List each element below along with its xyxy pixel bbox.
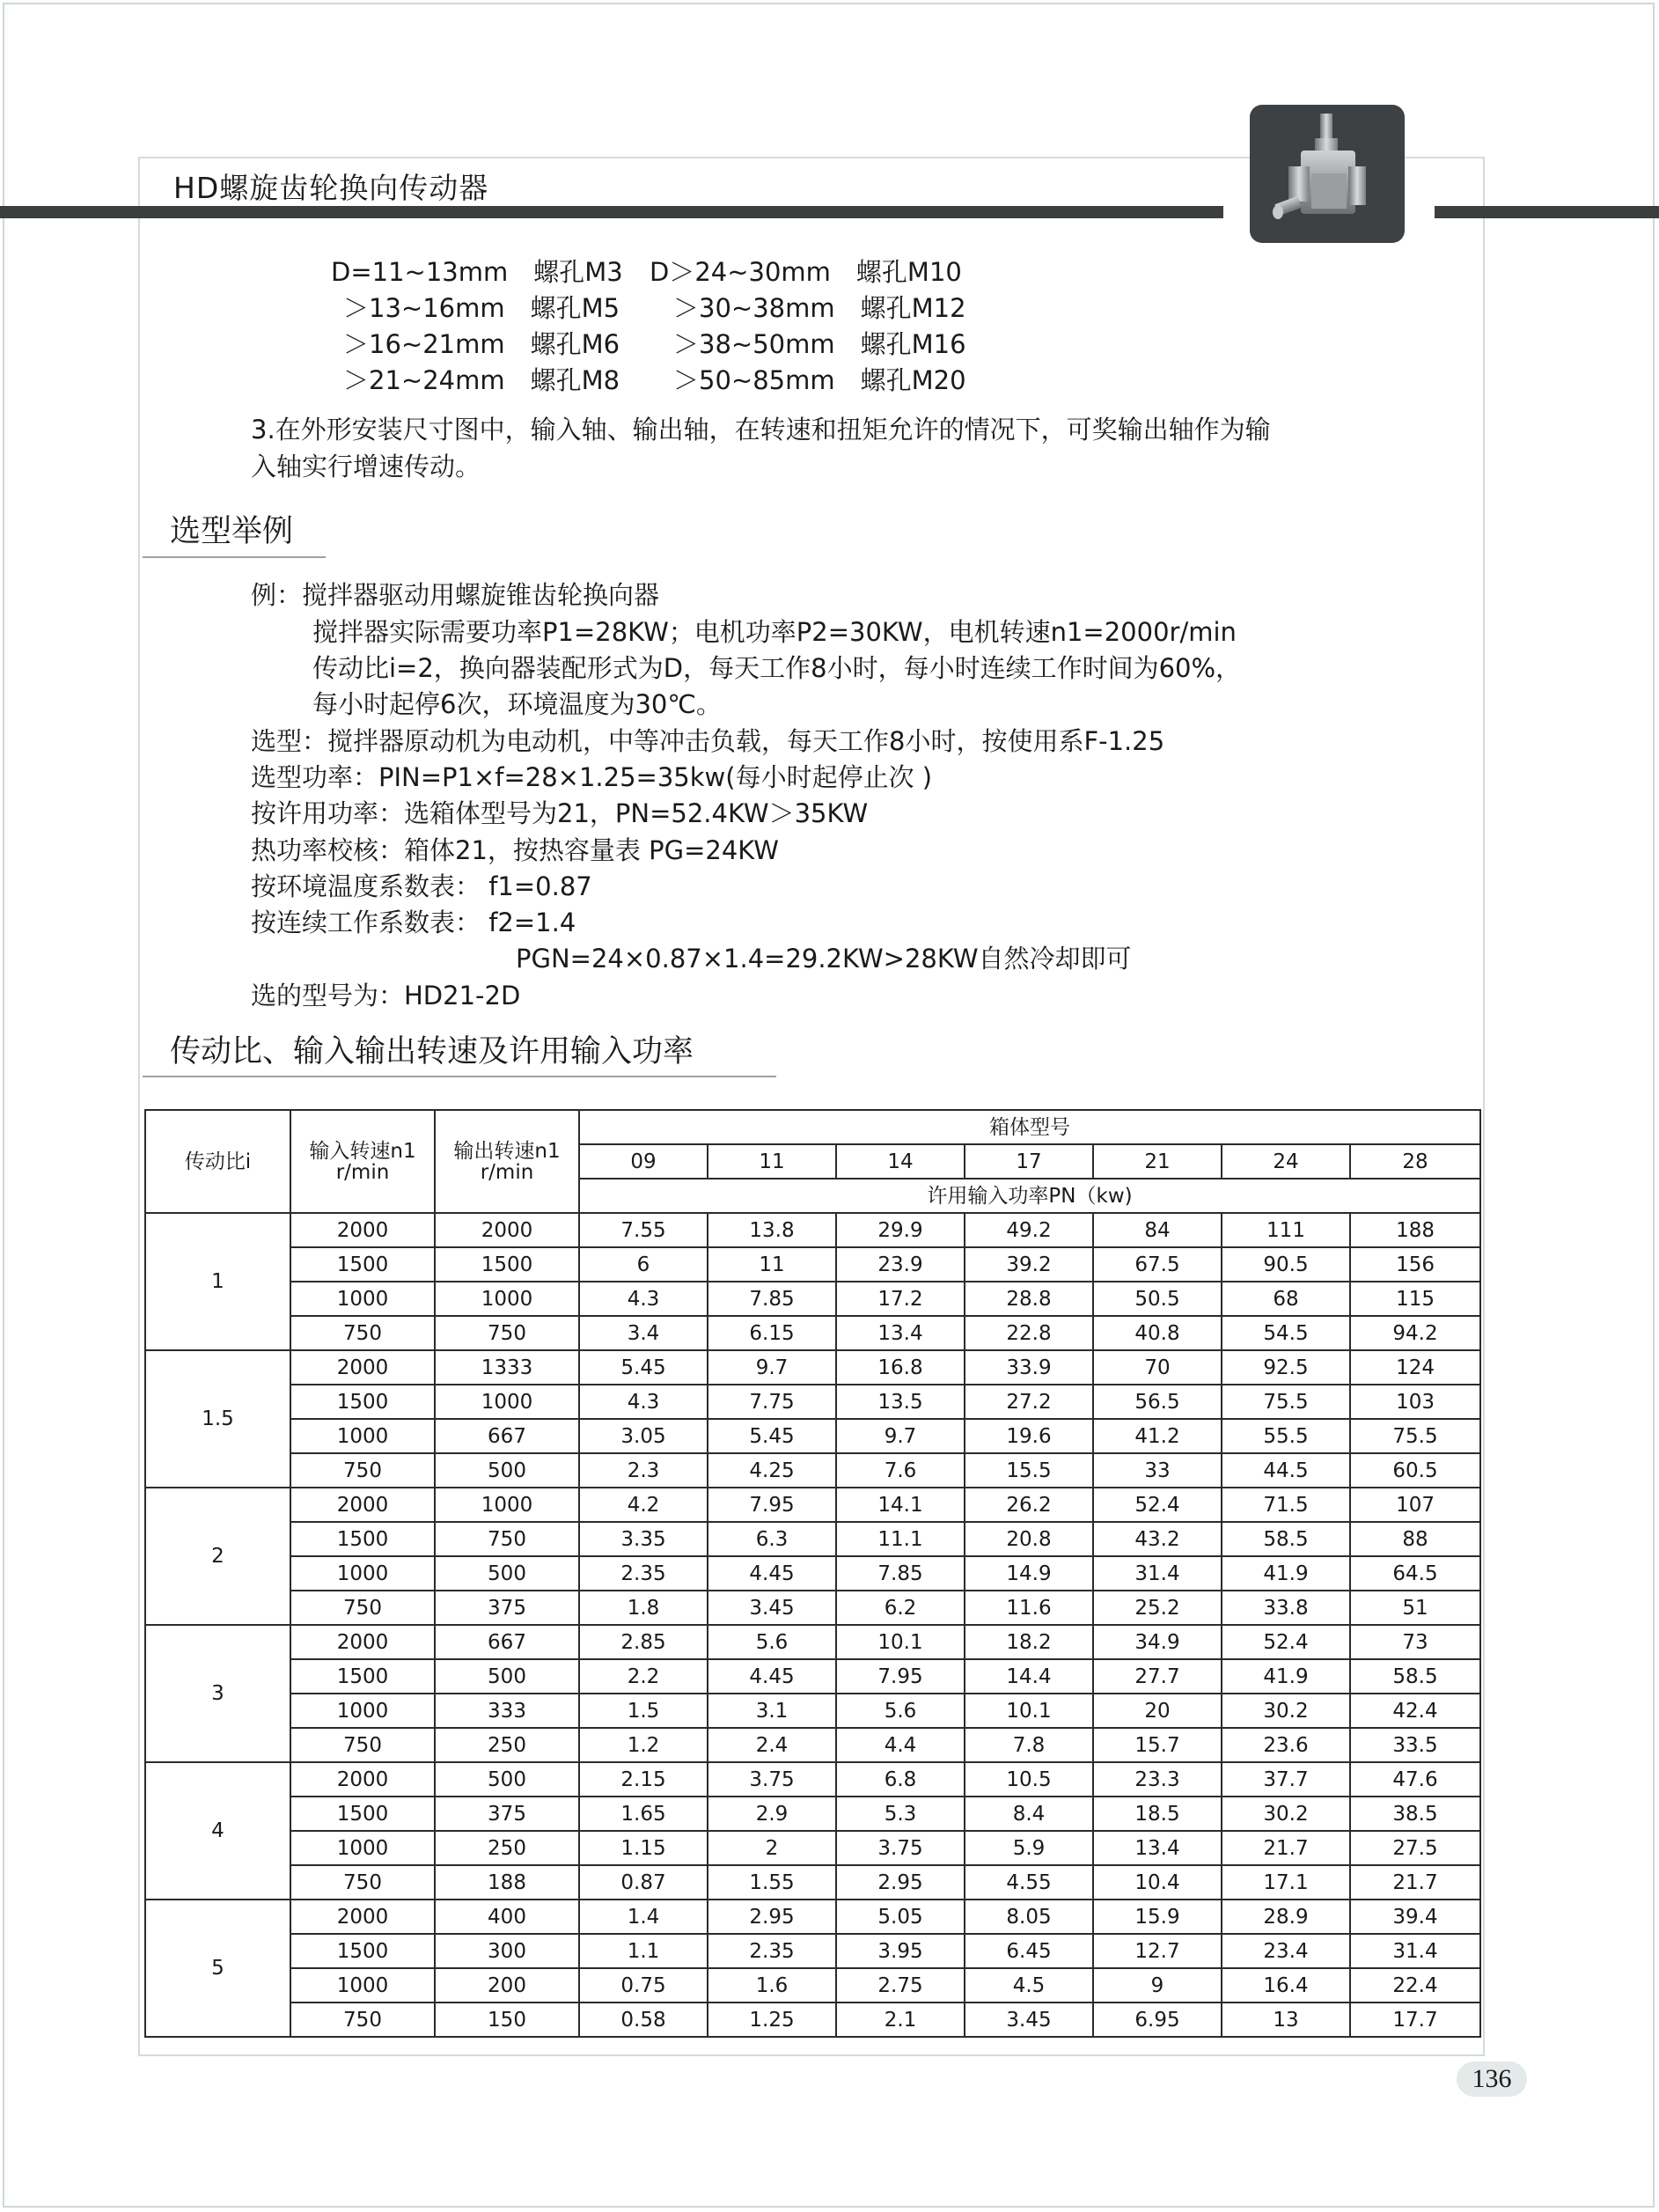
table-row: [145, 1316, 1480, 1350]
output-speed-cell: 500: [435, 1453, 579, 1488]
header-model-cell: 21: [1093, 1144, 1222, 1179]
input-speed-cell: 1000: [290, 1968, 435, 2003]
example-line: 搅拌器实际需要功率P1=28KW；电机功率P2=30KW，电机转速n1=2000r/min: [312, 617, 1237, 647]
power-cell: 6.95: [1093, 2003, 1222, 2037]
input-speed-cell: 1500: [290, 1247, 435, 1282]
spec-line-right: ＞50~85mm 螺孔M20: [673, 365, 966, 395]
power-cell: 3.1: [708, 1694, 836, 1728]
power-cell: 1.25: [708, 2003, 836, 2037]
power-cell: 5.6: [708, 1625, 836, 1659]
table-row: [145, 1522, 1480, 1556]
power-cell: 41.9: [1222, 1659, 1350, 1694]
power-cell: 30.2: [1222, 1694, 1350, 1728]
power-cell: 15.5: [965, 1453, 1093, 1488]
spec-line-right: D＞24~30mm 螺孔M10: [650, 257, 962, 287]
power-cell: 23.9: [836, 1247, 965, 1282]
output-speed-cell: 188: [435, 1865, 579, 1900]
power-cell: 1.15: [579, 1831, 708, 1865]
power-cell: 7.95: [708, 1488, 836, 1522]
ratio-cell: 3: [145, 1625, 290, 1762]
power-cell: 25.2: [1093, 1591, 1222, 1625]
table-row: [145, 1659, 1480, 1694]
input-speed-cell: 2000: [290, 1488, 435, 1522]
header-ratio: 传动比i: [145, 1110, 290, 1213]
example-line: 选的型号为：HD21-2D: [251, 981, 521, 1010]
power-cell: 2.3: [579, 1453, 708, 1488]
table-row: [145, 1453, 1480, 1488]
output-speed-cell: 250: [435, 1728, 579, 1762]
power-cell: 73: [1350, 1625, 1480, 1659]
section-underline: [143, 1076, 776, 1077]
power-cell: 9: [1093, 1968, 1222, 2003]
power-cell: 5.3: [836, 1797, 965, 1831]
power-cell: 7.85: [836, 1556, 965, 1591]
example-line: 按连续工作系数表： f2=1.4: [251, 908, 576, 937]
power-cell: 4.3: [579, 1282, 708, 1316]
header-input-speed: 输入转速n1 r/min: [290, 1110, 435, 1213]
output-speed-cell: 400: [435, 1900, 579, 1934]
example-line: PGN=24×0.87×1.4=29.2KW>28KW自然冷却即可: [516, 944, 1132, 974]
power-cell: 20.8: [965, 1522, 1093, 1556]
power-cell: 103: [1350, 1385, 1480, 1419]
power-cell: 41.9: [1222, 1556, 1350, 1591]
input-speed-cell: 2000: [290, 1213, 435, 1247]
power-cell: 3.95: [836, 1934, 965, 1968]
output-speed-cell: 1500: [435, 1247, 579, 1282]
power-cell: 18.5: [1093, 1797, 1222, 1831]
power-cell: 33.9: [965, 1350, 1093, 1385]
output-speed-cell: 500: [435, 1659, 579, 1694]
note-line: 3.在外形安装尺寸图中，输入轴、输出轴，在转速和扭矩允许的情况下，可奖输出轴作为输: [251, 415, 1271, 445]
table-row: [145, 1694, 1480, 1728]
power-cell: 6.45: [965, 1934, 1093, 1968]
output-speed-cell: 1000: [435, 1385, 579, 1419]
power-cell: 19.6: [965, 1419, 1093, 1453]
input-speed-cell: 1500: [290, 1385, 435, 1419]
power-cell: 52.4: [1222, 1625, 1350, 1659]
table-row: [145, 1385, 1480, 1419]
power-cell: 49.2: [965, 1213, 1093, 1247]
table-row: [145, 1762, 1480, 1797]
input-speed-cell: 750: [290, 1865, 435, 1900]
power-cell: 107: [1350, 1488, 1480, 1522]
power-cell: 11.1: [836, 1522, 965, 1556]
spec-line-left: ＞16~21mm 螺孔M6: [343, 329, 620, 359]
power-cell: 1.55: [708, 1865, 836, 1900]
power-cell: 10.4: [1093, 1865, 1222, 1900]
input-speed-cell: 750: [290, 1591, 435, 1625]
table-row: [145, 1591, 1480, 1625]
ratio-cell: 1: [145, 1213, 290, 1350]
power-cell: 33: [1093, 1453, 1222, 1488]
power-cell: 7.8: [965, 1728, 1093, 1762]
power-cell: 12.7: [1093, 1934, 1222, 1968]
power-cell: 7.55: [579, 1213, 708, 1247]
ratio-cell: 4: [145, 1762, 290, 1900]
output-speed-cell: 1000: [435, 1488, 579, 1522]
output-speed-cell: 200: [435, 1968, 579, 2003]
power-cell: 6.3: [708, 1522, 836, 1556]
table-row: [145, 1556, 1480, 1591]
power-cell: 2.35: [708, 1934, 836, 1968]
power-cell: 1.2: [579, 1728, 708, 1762]
output-speed-cell: 667: [435, 1419, 579, 1453]
output-speed-cell: 2000: [435, 1213, 579, 1247]
power-cell: 54.5: [1222, 1316, 1350, 1350]
input-speed-cell: 750: [290, 1453, 435, 1488]
power-cell: 2.85: [579, 1625, 708, 1659]
power-cell: 7.75: [708, 1385, 836, 1419]
input-speed-cell: 750: [290, 1316, 435, 1350]
power-cell: 6: [579, 1247, 708, 1282]
table-row: [145, 1350, 1480, 1385]
table-row: [145, 1247, 1480, 1282]
power-cell: 16.8: [836, 1350, 965, 1385]
power-cell: 43.2: [1093, 1522, 1222, 1556]
power-cell: 5.45: [708, 1419, 836, 1453]
header-allowed-power: 许用输入功率PN（kw): [579, 1179, 1480, 1213]
power-cell: 27.2: [965, 1385, 1093, 1419]
table-row: [145, 1625, 1480, 1659]
example-line: 传动比i=2，换向器装配形式为D，每天工作8小时，每小时连续工作时间为60%，: [312, 653, 1242, 683]
power-cell: 14.9: [965, 1556, 1093, 1591]
table-row: [145, 1488, 1480, 1522]
input-speed-cell: 2000: [290, 1900, 435, 1934]
power-cell: 11.6: [965, 1591, 1093, 1625]
power-cell: 10.1: [965, 1694, 1093, 1728]
input-speed-cell: 1000: [290, 1556, 435, 1591]
output-speed-cell: 375: [435, 1797, 579, 1831]
power-cell: 23.3: [1093, 1762, 1222, 1797]
table-row: [145, 2003, 1480, 2037]
power-cell: 17.7: [1350, 2003, 1480, 2037]
power-cell: 17.1: [1222, 1865, 1350, 1900]
power-cell: 21.7: [1350, 1865, 1480, 1900]
power-cell: 1.8: [579, 1591, 708, 1625]
power-cell: 18.2: [965, 1625, 1093, 1659]
header-bar-right: [1435, 206, 1659, 218]
power-cell: 90.5: [1222, 1247, 1350, 1282]
section-underline: [143, 556, 326, 558]
power-cell: 38.5: [1350, 1797, 1480, 1831]
power-cell: 0.58: [579, 2003, 708, 2037]
output-speed-cell: 1000: [435, 1282, 579, 1316]
example-line: 按许用功率：选箱体型号为21，PN=52.4KW＞35KW: [251, 798, 869, 828]
power-cell: 2.35: [579, 1556, 708, 1591]
power-cell: 31.4: [1093, 1556, 1222, 1591]
power-cell: 94.2: [1350, 1316, 1480, 1350]
power-cell: 1.65: [579, 1797, 708, 1831]
power-cell: 1.1: [579, 1934, 708, 1968]
power-cell: 52.4: [1093, 1488, 1222, 1522]
power-cell: 2.9: [708, 1797, 836, 1831]
example-line: 例：搅拌器驱动用螺旋锥齿轮换向器: [251, 580, 660, 610]
input-speed-cell: 750: [290, 2003, 435, 2037]
power-cell: 3.45: [965, 2003, 1093, 2037]
power-cell: 4.4: [836, 1728, 965, 1762]
section-title: 传动比、输入输出转速及许用输入功率: [170, 1034, 694, 1069]
power-cell: 71.5: [1222, 1488, 1350, 1522]
output-speed-cell: 750: [435, 1522, 579, 1556]
ratio-cell: 1.5: [145, 1350, 290, 1488]
power-cell: 75.5: [1222, 1385, 1350, 1419]
power-cell: 41.2: [1093, 1419, 1222, 1453]
power-cell: 13.4: [836, 1316, 965, 1350]
power-cell: 14.4: [965, 1659, 1093, 1694]
power-cell: 29.9: [836, 1213, 965, 1247]
power-cell: 1.5: [579, 1694, 708, 1728]
power-cell: 64.5: [1350, 1556, 1480, 1591]
power-cell: 3.45: [708, 1591, 836, 1625]
power-cell: 3.75: [836, 1831, 965, 1865]
power-cell: 3.35: [579, 1522, 708, 1556]
power-cell: 6.15: [708, 1316, 836, 1350]
power-cell: 34.9: [1093, 1625, 1222, 1659]
power-cell: 11: [708, 1247, 836, 1282]
power-cell: 1.4: [579, 1900, 708, 1934]
power-cell: 67.5: [1093, 1247, 1222, 1282]
header-model-cell: 24: [1222, 1144, 1350, 1179]
power-cell: 23.4: [1222, 1934, 1350, 1968]
example-line: 选型功率：PIN=P1×f=28×1.25=35kw(每小时起停止次 ): [251, 762, 933, 792]
page-number: 136: [1472, 2064, 1512, 2093]
power-cell: 39.2: [965, 1247, 1093, 1282]
input-speed-cell: 1000: [290, 1282, 435, 1316]
output-speed-cell: 150: [435, 2003, 579, 2037]
power-cell: 4.3: [579, 1385, 708, 1419]
power-cell: 28.8: [965, 1282, 1093, 1316]
power-cell: 6.2: [836, 1591, 965, 1625]
power-cell: 1.6: [708, 1968, 836, 2003]
power-cell: 5.6: [836, 1694, 965, 1728]
power-cell: 58.5: [1350, 1659, 1480, 1694]
power-cell: 31.4: [1350, 1934, 1480, 1968]
header-box-model: 箱体型号: [579, 1110, 1480, 1144]
power-cell: 40.8: [1093, 1316, 1222, 1350]
table-row: [145, 1728, 1480, 1762]
power-cell: 84: [1093, 1213, 1222, 1247]
power-cell: 27.7: [1093, 1659, 1222, 1694]
spec-line-left: D=11~13mm 螺孔M3: [331, 257, 623, 287]
power-cell: 2.2: [579, 1659, 708, 1694]
input-speed-cell: 1500: [290, 1934, 435, 1968]
table-row: [145, 1213, 1480, 1247]
table-row: [145, 1797, 1480, 1831]
power-cell: 3.05: [579, 1419, 708, 1453]
power-cell: 10.1: [836, 1625, 965, 1659]
power-cell: 15.7: [1093, 1728, 1222, 1762]
power-cell: 17.2: [836, 1282, 965, 1316]
output-speed-cell: 750: [435, 1316, 579, 1350]
header-model-cell: 17: [965, 1144, 1093, 1179]
table-row: [145, 1865, 1480, 1900]
power-cell: 16.4: [1222, 1968, 1350, 2003]
power-cell: 0.87: [579, 1865, 708, 1900]
power-cell: 7.95: [836, 1659, 965, 1694]
power-cell: 55.5: [1222, 1419, 1350, 1453]
header-model-cell: 09: [579, 1144, 708, 1179]
output-speed-cell: 500: [435, 1556, 579, 1591]
power-cell: 4.5: [965, 1968, 1093, 2003]
power-cell: 8.4: [965, 1797, 1093, 1831]
power-cell: 2.15: [579, 1762, 708, 1797]
power-cell: 70: [1093, 1350, 1222, 1385]
power-cell: 50.5: [1093, 1282, 1222, 1316]
power-cell: 2: [708, 1831, 836, 1865]
input-speed-cell: 1500: [290, 1797, 435, 1831]
output-speed-cell: 300: [435, 1934, 579, 1968]
power-cell: 9.7: [708, 1350, 836, 1385]
spec-line-left: ＞21~24mm 螺孔M8: [343, 365, 620, 395]
power-cell: 2.75: [836, 1968, 965, 2003]
power-cell: 58.5: [1222, 1522, 1350, 1556]
example-line: 每小时起停6次，环境温度为30℃。: [312, 689, 722, 719]
ratio-cell: 2: [145, 1488, 290, 1625]
power-cell: 4.2: [579, 1488, 708, 1522]
power-cell: 8.05: [965, 1900, 1093, 1934]
power-cell: 33.8: [1222, 1591, 1350, 1625]
input-speed-cell: 2000: [290, 1625, 435, 1659]
input-speed-cell: 1000: [290, 1831, 435, 1865]
power-cell: 115: [1350, 1282, 1480, 1316]
power-cell: 15.9: [1093, 1900, 1222, 1934]
power-cell: 23.6: [1222, 1728, 1350, 1762]
power-cell: 27.5: [1350, 1831, 1480, 1865]
power-cell: 124: [1350, 1350, 1480, 1385]
power-cell: 156: [1350, 1247, 1480, 1282]
gearbox-icon: [1250, 105, 1405, 243]
header-model-cell: 11: [708, 1144, 836, 1179]
power-cell: 111: [1222, 1213, 1350, 1247]
power-cell: 13.4: [1093, 1831, 1222, 1865]
ratio-power-table: [144, 1109, 1481, 2038]
power-cell: 13: [1222, 2003, 1350, 2037]
table-row: [145, 1900, 1480, 1934]
power-cell: 5.05: [836, 1900, 965, 1934]
power-cell: 37.7: [1222, 1762, 1350, 1797]
example-line: 选型：搅拌器原动机为电动机，中等冲击负载，每天工作8小时，按使用系F-1.25: [251, 726, 1165, 756]
power-cell: 68: [1222, 1282, 1350, 1316]
input-speed-cell: 750: [290, 1728, 435, 1762]
power-cell: 21.7: [1222, 1831, 1350, 1865]
output-speed-cell: 250: [435, 1831, 579, 1865]
power-cell: 4.25: [708, 1453, 836, 1488]
power-cell: 92.5: [1222, 1350, 1350, 1385]
header-model-cell: 28: [1350, 1144, 1480, 1179]
power-cell: 47.6: [1350, 1762, 1480, 1797]
power-cell: 22.8: [965, 1316, 1093, 1350]
power-cell: 5.45: [579, 1350, 708, 1385]
spec-line-left: ＞13~16mm 螺孔M5: [343, 293, 620, 323]
power-cell: 20: [1093, 1694, 1222, 1728]
power-cell: 4.45: [708, 1659, 836, 1694]
section-title: 选型举例: [170, 514, 294, 549]
power-cell: 4.45: [708, 1556, 836, 1591]
table-row: [145, 1419, 1480, 1453]
power-cell: 7.85: [708, 1282, 836, 1316]
spec-line-right: ＞38~50mm 螺孔M16: [673, 329, 966, 359]
input-speed-cell: 1000: [290, 1419, 435, 1453]
output-speed-cell: 333: [435, 1694, 579, 1728]
power-cell: 75.5: [1350, 1419, 1480, 1453]
header-output-speed: 输出转速n1 r/min: [435, 1110, 579, 1213]
power-cell: 39.4: [1350, 1900, 1480, 1934]
header-bar: [0, 206, 1223, 218]
power-cell: 26.2: [965, 1488, 1093, 1522]
power-cell: 42.4: [1350, 1694, 1480, 1728]
power-cell: 4.55: [965, 1865, 1093, 1900]
product-image: [1250, 105, 1405, 243]
spec-line-right: ＞30~38mm 螺孔M12: [673, 293, 966, 323]
output-speed-cell: 667: [435, 1625, 579, 1659]
power-cell: 3.75: [708, 1762, 836, 1797]
output-speed-cell: 500: [435, 1762, 579, 1797]
power-cell: 56.5: [1093, 1385, 1222, 1419]
ratio-cell: 5: [145, 1900, 290, 2037]
output-speed-cell: 1333: [435, 1350, 579, 1385]
power-cell: 44.5: [1222, 1453, 1350, 1488]
input-speed-cell: 2000: [290, 1762, 435, 1797]
power-cell: 88: [1350, 1522, 1480, 1556]
power-cell: 5.9: [965, 1831, 1093, 1865]
power-cell: 9.7: [836, 1419, 965, 1453]
note-line: 入轴实行增速传动。: [251, 452, 481, 481]
power-cell: 2.4: [708, 1728, 836, 1762]
power-cell: 2.95: [708, 1900, 836, 1934]
power-cell: 2.1: [836, 2003, 965, 2037]
power-cell: 51: [1350, 1591, 1480, 1625]
power-cell: 2.95: [836, 1865, 965, 1900]
power-cell: 7.6: [836, 1453, 965, 1488]
table-row: [145, 1968, 1480, 2003]
power-cell: 13.8: [708, 1213, 836, 1247]
power-cell: 33.5: [1350, 1728, 1480, 1762]
power-cell: 13.5: [836, 1385, 965, 1419]
power-cell: 22.4: [1350, 1968, 1480, 2003]
input-speed-cell: 1000: [290, 1694, 435, 1728]
power-cell: 0.75: [579, 1968, 708, 2003]
power-cell: 3.4: [579, 1316, 708, 1350]
power-cell: 6.8: [836, 1762, 965, 1797]
example-line: 按环境温度系数表： f1=0.87: [251, 871, 592, 901]
table-row: [145, 1282, 1480, 1316]
table-row: [145, 1831, 1480, 1865]
example-line: 热功率校核：箱体21，按热容量表 PG=24KW: [251, 835, 779, 865]
power-cell: 28.9: [1222, 1900, 1350, 1934]
power-cell: 10.5: [965, 1762, 1093, 1797]
power-cell: 60.5: [1350, 1453, 1480, 1488]
power-cell: 14.1: [836, 1488, 965, 1522]
header-model-cell: 14: [836, 1144, 965, 1179]
page-title: HD螺旋齿轮换向传动器: [173, 171, 489, 205]
power-cell: 30.2: [1222, 1797, 1350, 1831]
power-cell: 188: [1350, 1213, 1480, 1247]
input-speed-cell: 1500: [290, 1522, 435, 1556]
input-speed-cell: 2000: [290, 1350, 435, 1385]
input-speed-cell: 1500: [290, 1659, 435, 1694]
output-speed-cell: 375: [435, 1591, 579, 1625]
table-row: [145, 1934, 1480, 1968]
